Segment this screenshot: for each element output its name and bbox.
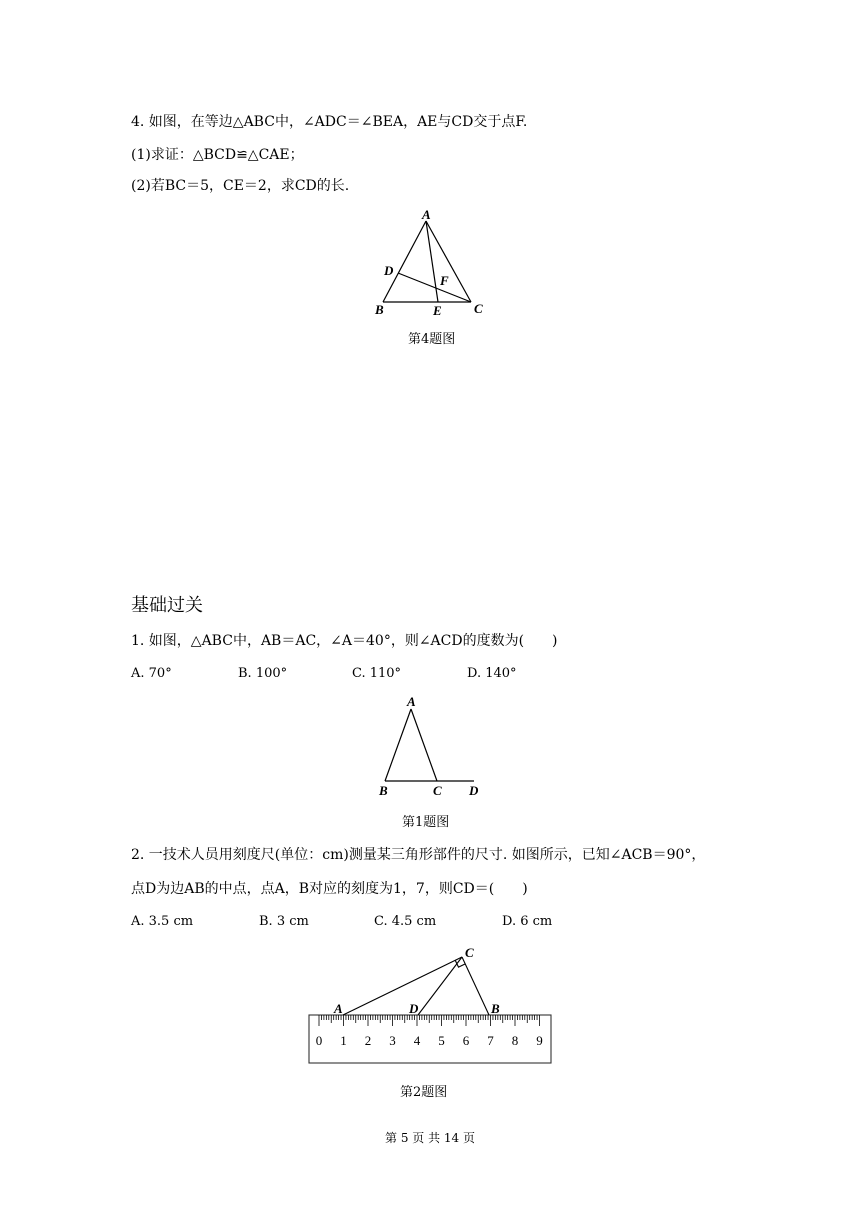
q2-right-angle-mark [455, 960, 465, 967]
q1-option-c: C. 110° [352, 666, 402, 681]
q4-side-ac [426, 221, 471, 302]
q2-option-d: D. 6 cm [502, 914, 553, 929]
q4-stem: 4. 如图，在等边△ABC中，∠ADC＝∠BEA，AE与CD交于点F. [131, 114, 528, 130]
q2-option-b: B. 3 cm [259, 914, 309, 929]
q2-label-b: B [491, 1001, 500, 1016]
q2-option-c: C. 4.5 cm [374, 914, 437, 929]
q4-label-d: D [384, 263, 394, 278]
section-title: 基础过关 [131, 595, 203, 616]
ruler-number: 2 [364, 1033, 372, 1048]
q2-median-cd [418, 957, 462, 1015]
ruler-number: 8 [511, 1033, 519, 1048]
q4-segment-cd [398, 273, 471, 302]
q1-label-c: C [433, 783, 442, 798]
q4-segment-ae [426, 221, 438, 302]
q1-caption: 第1题图 [402, 815, 450, 830]
q4-part1: (1)求证：△BCD≌△CAE； [131, 147, 304, 163]
ruler-number: 0 [315, 1033, 323, 1048]
q1-option-a: A. 70° [131, 666, 172, 681]
ruler-number: 7 [487, 1033, 494, 1048]
q1-option-b: B. 100° [238, 666, 288, 681]
q4-label-f: F [440, 273, 449, 288]
q4-label-a: A [422, 207, 431, 222]
q1-side-ac [411, 709, 437, 781]
ruler-number: 9 [536, 1033, 543, 1048]
q1-label-b: B [379, 783, 388, 798]
ruler-number: 5 [438, 1033, 445, 1048]
page-footer: 第 5 页 共 14 页 [385, 1131, 475, 1145]
ruler-number: 3 [389, 1033, 396, 1048]
q2-side-ac [343, 957, 462, 1015]
q1-side-ab [385, 709, 411, 781]
q1-stem: 1. 如图，△ABC中，AB＝AC，∠A＝40°，则∠ACD的度数为( ) [131, 633, 558, 649]
q1-label-a: A [407, 694, 416, 709]
q2-ruler [309, 1015, 551, 1063]
q4-side-ab [383, 221, 426, 302]
q1-label-d: D [469, 783, 479, 798]
q4-label-e: E [433, 303, 442, 318]
q2-label-c: C [465, 945, 474, 960]
q4-label-b: B [375, 302, 384, 317]
ruler-number: 1 [340, 1033, 347, 1048]
ruler-number: 6 [462, 1033, 470, 1048]
q2-option-a: A. 3.5 cm [131, 914, 194, 929]
q1-option-d: D. 140° [467, 666, 517, 681]
q2-label-a: A [334, 1001, 343, 1016]
q2-side-bc [462, 957, 489, 1015]
q2-stem-line1: 2. 一技术人员用刻度尺(单位：cm)测量某三角形部件的尺寸. 如图所示，已知∠ACB＝90°， [131, 847, 706, 863]
q2-caption: 第2题图 [400, 1085, 448, 1100]
q4-part2: (2)若BC＝5，CE＝2，求CD的长. [131, 178, 350, 194]
ruler-number: 4 [413, 1033, 421, 1048]
q4-label-c: C [474, 301, 483, 316]
q2-label-d: D [409, 1001, 419, 1016]
q4-caption: 第4题图 [408, 332, 456, 347]
q2-stem-line2: 点D为边AB的中点，点A，B对应的刻度为1，7，则CD＝( ) [131, 881, 528, 897]
